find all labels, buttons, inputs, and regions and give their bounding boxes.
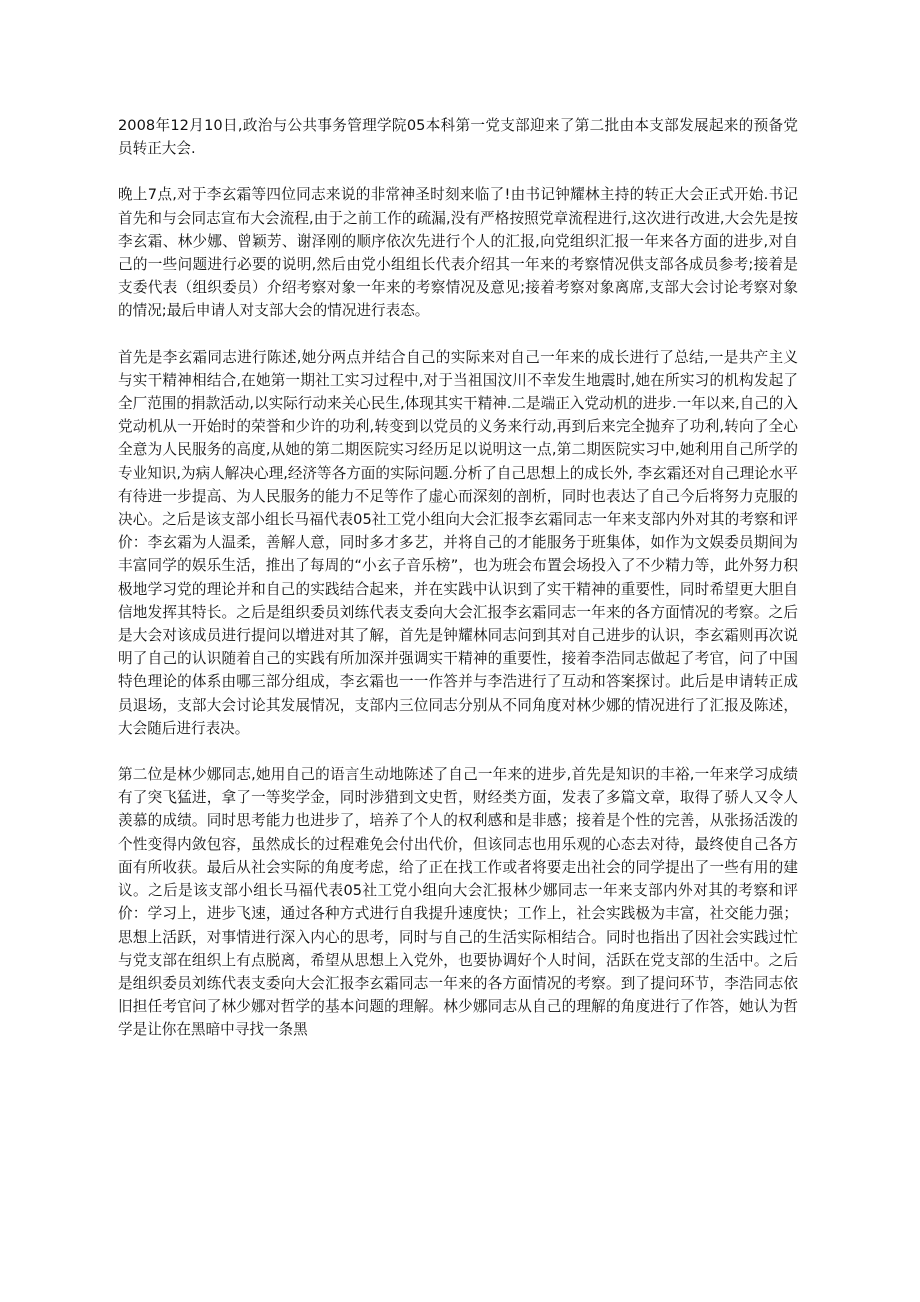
document-body: [118, 114, 798, 1065]
paragraph-1: 2008年12月10日,政治与公共事务管理学院05本科第一党支部迎来了第二批由本支部发展起来的预备党员转正大会.: [118, 117, 798, 158]
paragraph-4: 第二位是林少娜同志,她用自己的语言生动地陈述了自己一年来的进步,首先是知识的丰裕,一年来学习成绩有了突飞猛进，拿了一等奖学金，同时涉猎到文史哲，财经类方面，发表了多篇文章，取得了骄人又令人羡慕的成绩。同时思考能力也进步了，培养了个人的权利感和是非感；接着是个性的完善，从张扬活泼的个性变得内敛包容，虽然成长的过程难免会付出代价，但该同志也用乐观的心态去对待，最终使自己各方面有所收获。最后从社会实际的角度考虑，给了正在找工作或者将要走出社会的同学提出了一些有用的建议。之后是该支部小组长马福代表05社工党小组向大会汇报林少娜同志一年来支部内外对其的考察和评价：学习上，进步飞速，通过各种方式进行自我提升速度快；工作上，社会实践极为丰富，社交能力强；思想上活跃，对事情进行深入内心的思考，同时与自己的生活实际相结合。同时也指出了因社会实践过忙与党支部在组织上有点脱离，希望从思想上入党外，也要协调好个人时间，活跃在党支部的生活中。之后是组织委员刘练代表支委向大会汇报李玄霜同志一年来的各方面情况的考察。到了提问环节，李浩同志依旧担任考官问了林少娜对哲学的基本问题的理解。林少娜同志从自己的理解的角度进行了作答，她认为哲学是让你在黑暗中寻找一条黑: [118, 766, 798, 1039]
paragraph-3: 首先是李玄霜同志进行陈述,她分两点并结合自己的实际来对自己一年来的成长进行了总结,一是共产主义与实干精神相结合,在她第一期社工实习过程中,对于当祖国汶川不幸发生地震时,她在所实习的机构发起了全厂范围的捐款活动,以实际行动来关心民生,体现其实干精神.二是端正入党动机的进步.一年以来,自己的入党动机从一开始时的荣誉和少许的功利,转变到以党员的义务来行动,再到后来完全抛弃了功利,转向了全心全意为人民服务的高度,从她的第二期医院实习经历足以说明这一点,第二期医院实习中,她利用自己所学的专业知识,为病人解决心理,经济等各方面的实际问题.分析了自己思想上的成长外, 李玄霜还对自己理论水平有待进一步提高、为人民服务的能力不足等作了虚心而深刻的剖析，同时也表达了自己今后将努力克服的决心。之后是该支部小组长马福代表05社工党小组向大会汇报李玄霜同志一年来支部内外对其的考察和评价：李玄霜为人温柔，善解人意，同时多才多艺，并将自己的才能服务于班集体，如作为文娱委员期间为丰富同学的娱乐生活，推出了每周的“小玄子音乐榜”，也为班会布置会场投入了不少精力等，此外努力积极地学习党的理论并和自己的实践结合起来，并在实践中认识到了实干精神的重要性，同时希望更大胆自信地发挥其特长。之后是组织委员刘练代表支委向大会汇报李玄霜同志一年来的各方面情况的考察。之后是大会对该成员进行提问以增进对其了解，首先是钟耀林同志问到其对自己进步的认识，李玄霜则再次说明了自己的认识随着自己的实践有所加深并强调实干精神的重要性，接着李浩同志做起了考官，问了中国特色理论的体系由哪三部分组成，李玄霜也一一作答并与李浩进行了互动和答案探讨。此后是申请转正成员退场，支部大会讨论其发展情况，支部内三位同志分别从不同角度对林少娜的情况进行了汇报及陈述，大会随后进行表决。: [118, 348, 798, 737]
paragraph-2: 晚上7点,对于李玄霜等四位同志来说的非常神圣时刻来临了!由书记钟耀林主持的转正大会正式开始.书记首先和与会同志宣布大会流程,由于之前工作的疏漏,没有严格按照党章流程进行,这次进行改进,大会先是按李玄霜、林少娜、曾颖芳、谢泽刚的顺序依次先进行个人的汇报,向党组织汇报一年来各方面的进步,对自己的一些问题进行必要的说明,然后由党小组组长代表介绍其一年来的考察情况供支部各成员参考;接着是支委代表（组织委员）介绍考察对象一年来的考察情况及意见;接着考察对象离席,支部大会讨论考察对象的情况;最后申请人对支部大会的情况进行表态。: [118, 186, 798, 320]
